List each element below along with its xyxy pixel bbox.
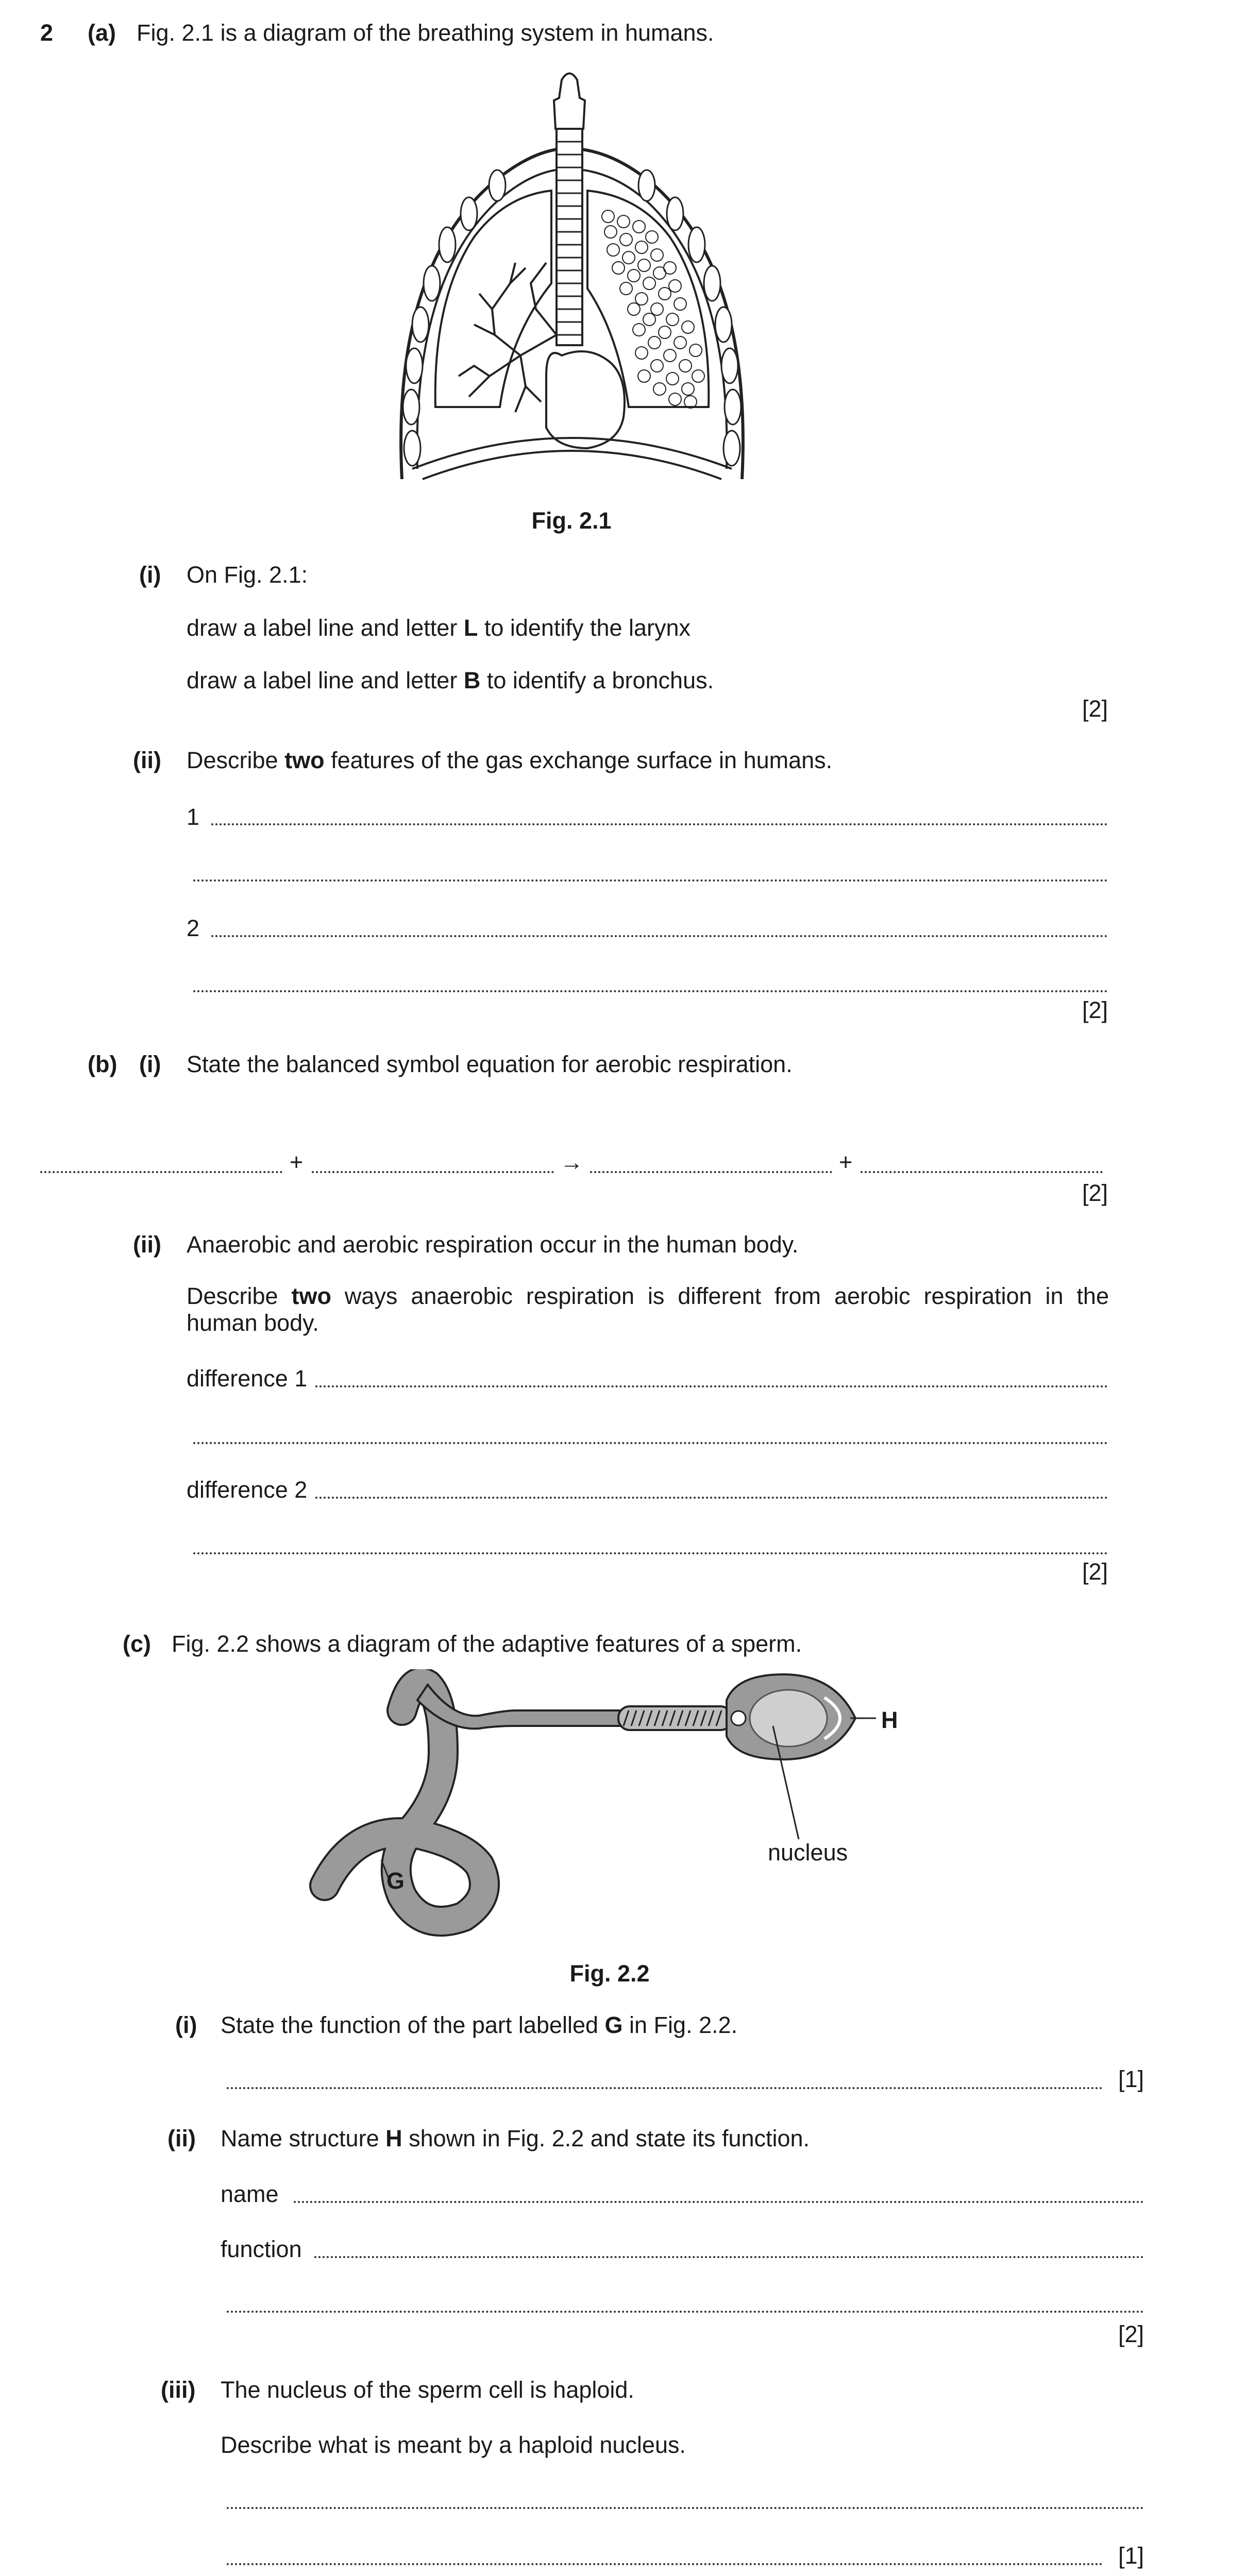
answer-line[interactable] — [193, 1442, 1108, 1444]
part-a-ii-num1: 1 — [187, 804, 200, 830]
plus-sign: + — [839, 1149, 853, 1175]
part-b-i-text: State the balanced symbol equation for aerobic respiration. — [187, 1051, 793, 1077]
equation-reactant-2[interactable] — [312, 1171, 554, 1173]
equation-reactant-1[interactable] — [40, 1171, 282, 1173]
part-a-ii-label: (ii) — [133, 747, 161, 773]
part-b-ii-description: Describe two ways anaerobic respiration is different from aerobic respiration in the human body. — [187, 1283, 1109, 1336]
label-g: G — [386, 1868, 405, 1894]
part-a-label: (a) — [88, 20, 116, 46]
part-c-ii-label: (ii) — [167, 2125, 196, 2151]
part-c-ii-marks: [2] — [1118, 2321, 1144, 2347]
answer-line[interactable] — [193, 879, 1108, 882]
answer-line[interactable] — [227, 2087, 1103, 2089]
answer-line[interactable] — [227, 2507, 1144, 2509]
part-c-label: (c) — [123, 1631, 151, 1657]
answer-line[interactable] — [193, 990, 1108, 992]
part-a-i-marks: [2] — [1082, 696, 1108, 722]
part-c-ii-text: Name structure H shown in Fig. 2.2 and state its function. — [221, 2125, 810, 2151]
function-label: function — [221, 2236, 302, 2262]
part-a-intro: Fig. 2.1 is a diagram of the breathing system in humans. — [137, 20, 714, 46]
part-a-ii-marks: [2] — [1082, 997, 1108, 1023]
part-a-i-label: (i) — [139, 562, 161, 588]
arrow-symbol: → — [560, 1149, 583, 1175]
part-c-iii-marks: [1] — [1118, 2543, 1144, 2569]
part-b-i-label: (i) — [139, 1051, 161, 1077]
difference-1-label: difference 1 — [187, 1365, 308, 1392]
question-number: 2 — [40, 20, 54, 46]
part-c-intro: Fig. 2.2 shows a diagram of the adaptive features of a sperm. — [172, 1631, 802, 1657]
answer-line[interactable] — [193, 1552, 1108, 1554]
fig-2-2-caption: Fig. 2.2 — [569, 1960, 650, 1987]
part-b-ii-label: (ii) — [133, 1231, 161, 1258]
sperm-cell-diagram — [309, 1669, 928, 1937]
part-c-i-marks: [1] — [1118, 2066, 1144, 2092]
part-c-iii-line1: The nucleus of the sperm cell is haploid. — [221, 2377, 634, 2403]
part-a-i-line1: On Fig. 2.1: — [187, 562, 308, 588]
plus-sign: + — [290, 1149, 304, 1175]
equation-product-1[interactable] — [590, 1171, 832, 1173]
part-a-i-line3: draw a label line and letter B to identify a bronchus. — [187, 667, 714, 693]
equation-product-2[interactable] — [861, 1171, 1103, 1173]
part-a-ii-text: Describe two features of the gas exchange surface in humans. — [187, 747, 833, 773]
part-b-ii-line1: Anaerobic and aerobic respiration occur in the human body. — [187, 1231, 799, 1258]
part-a-i-line2: draw a label line and letter L to identify the larynx — [187, 615, 691, 641]
answer-line[interactable] — [314, 2256, 1144, 2258]
part-c-i-label: (i) — [175, 2012, 197, 2038]
answer-line[interactable] — [315, 1497, 1108, 1499]
part-b-i-marks: [2] — [1082, 1180, 1108, 1206]
part-b-label: (b) — [88, 1051, 117, 1077]
part-a-ii-num2: 2 — [187, 915, 200, 941]
part-b-ii-marks: [2] — [1082, 1558, 1108, 1585]
name-label: name — [221, 2181, 279, 2207]
part-c-iii-line2: Describe what is meant by a haploid nucleus. — [221, 2432, 686, 2458]
part-c-i-text: State the function of the part labelled G in Fig. 2.2. — [221, 2012, 738, 2038]
answer-line[interactable] — [227, 2563, 1103, 2565]
answer-line[interactable] — [294, 2201, 1144, 2203]
breathing-system-diagram — [392, 67, 752, 489]
answer-line[interactable] — [227, 2311, 1144, 2313]
answer-line[interactable] — [315, 1385, 1108, 1387]
label-nucleus: nucleus — [768, 1839, 848, 1866]
label-h: H — [881, 1707, 898, 1733]
answer-line[interactable] — [211, 935, 1108, 937]
part-c-iii-label: (iii) — [161, 2377, 196, 2403]
difference-2-label: difference 2 — [187, 1477, 308, 1503]
answer-line[interactable] — [211, 823, 1108, 825]
fig-2-1-caption: Fig. 2.1 — [531, 507, 612, 534]
